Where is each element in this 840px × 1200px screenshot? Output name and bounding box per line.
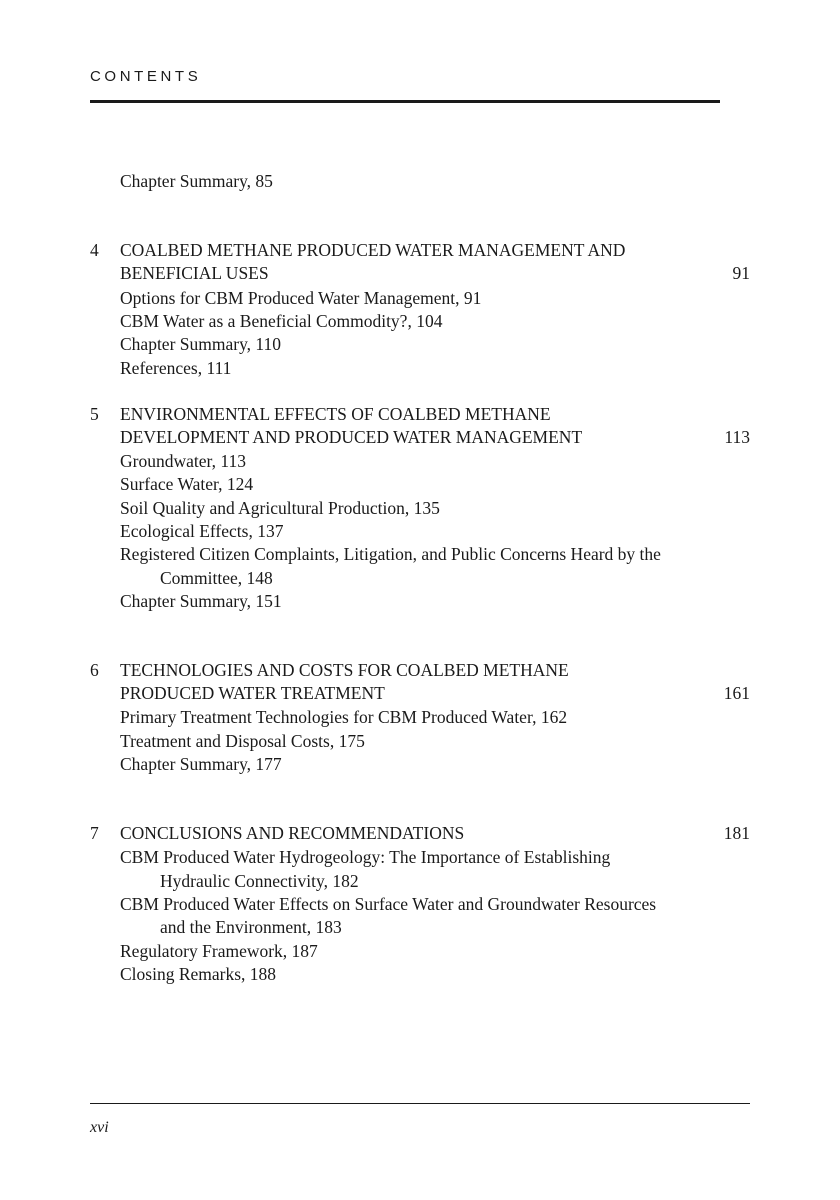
chapter-6-entry-1: Primary Treatment Technologies for CBM Produced Water, 162 bbox=[120, 707, 568, 727]
chapter-7-entry-2-continued: and the Environment, 183 bbox=[160, 917, 342, 937]
chapter-4-title-line2: BENEFICIAL USES bbox=[120, 263, 269, 283]
chapter-5-entry-2: Surface Water, 124 bbox=[120, 474, 254, 494]
chapter-6-title-line1: TECHNOLOGIES AND COSTS FOR COALBED METHANE bbox=[120, 660, 569, 680]
chapter-5-entry-1: Groundwater, 113 bbox=[120, 451, 246, 471]
running-head: CONTENTS bbox=[90, 68, 202, 85]
chapter-4-entry-2: CBM Water as a Beneficial Commodity?, 104 bbox=[120, 311, 443, 331]
chapter-7-entry-3: Regulatory Framework, 187 bbox=[120, 941, 318, 961]
chapter-5-page: 113 bbox=[724, 427, 750, 447]
chapter-4-entry-3: Chapter Summary, 110 bbox=[120, 334, 282, 354]
chapter-6-number: 6 bbox=[90, 660, 99, 680]
chapter-7-number: 7 bbox=[90, 823, 99, 843]
chapter-5-entry-5: Registered Citizen Complaints, Litigation, and Public Concerns Heard by the bbox=[120, 544, 661, 564]
chapter-5-entry-5-continued: Committee, 148 bbox=[160, 568, 273, 588]
chapter-7-entry-4: Closing Remarks, 188 bbox=[120, 964, 277, 984]
chapter-5-entry-4: Ecological Effects, 137 bbox=[120, 521, 284, 541]
chapter-7-entry-1: CBM Produced Water Hydrogeology: The Importance of Establishing bbox=[120, 847, 611, 867]
chapter-4-title-line1: COALBED METHANE PRODUCED WATER MANAGEMENT AND bbox=[120, 240, 626, 260]
chapter-5-entry-6: Chapter Summary, 151 bbox=[120, 591, 282, 611]
chapter-5-title-line1: ENVIRONMENTAL EFFECTS OF COALBED METHANE bbox=[120, 404, 551, 424]
chapter-6-title-line2: PRODUCED WATER TREATMENT bbox=[120, 683, 385, 703]
chapter-6-page: 161 bbox=[723, 683, 750, 703]
header-rule bbox=[90, 100, 720, 103]
chapter-7-entry-2: CBM Produced Water Effects on Surface Water and Groundwater Resources bbox=[120, 894, 657, 914]
chapter-4-entry-1: Options for CBM Produced Water Management, 91 bbox=[120, 288, 482, 308]
footer-rule bbox=[90, 1103, 750, 1104]
chapter-6-entry-2: Treatment and Disposal Costs, 175 bbox=[120, 731, 365, 751]
chapter-5-title-line2: DEVELOPMENT AND PRODUCED WATER MANAGEMENT bbox=[120, 427, 583, 447]
chapter-7-page: 181 bbox=[723, 823, 750, 843]
chapter-5-entry-3: Soil Quality and Agricultural Production, 135 bbox=[120, 498, 440, 518]
chapter-7-entry-1-continued: Hydraulic Connectivity, 182 bbox=[160, 871, 359, 891]
chapter-4-number: 4 bbox=[90, 240, 99, 260]
toc-entry-carryover: Chapter Summary, 85 bbox=[120, 171, 273, 191]
chapter-5-number: 5 bbox=[90, 404, 99, 424]
page-folio: xvi bbox=[90, 1119, 109, 1136]
chapter-6-entry-3: Chapter Summary, 177 bbox=[120, 754, 282, 774]
chapter-4-page: 91 bbox=[732, 263, 750, 283]
chapter-4-entry-4: References, 111 bbox=[120, 358, 232, 378]
chapter-7-title-line1: CONCLUSIONS AND RECOMMENDATIONS bbox=[120, 823, 465, 843]
